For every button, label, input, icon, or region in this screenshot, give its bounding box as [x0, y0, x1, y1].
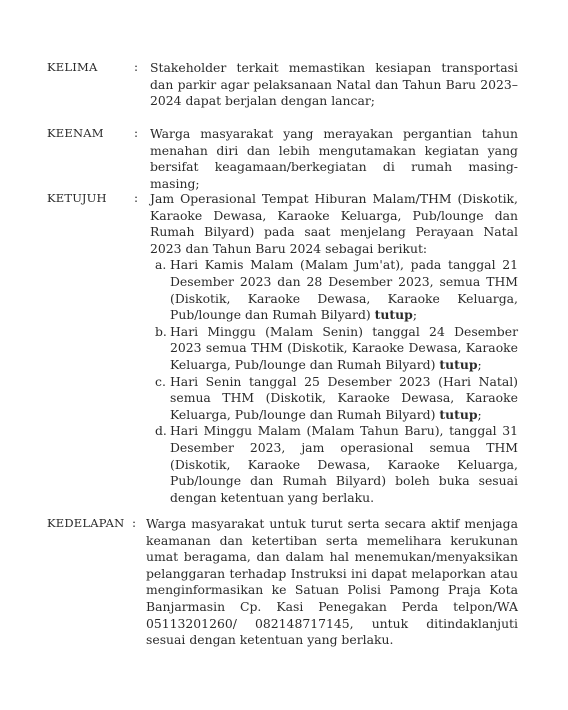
list-item: [150, 423, 518, 506]
item-list: [150, 257, 518, 506]
item-text: Hari Minggu Malam (Malam Tahun Baru), tanggal 31 Desember 2023, jam operasional semua THM (Diskotik, Karaoke Dewasa, Karaoke Keluarga, Pub/lounge dan Rumah Bilyard) boleh buka sesuai dengan ketentuan yang berlaku.: [170, 423, 518, 505]
list-item: [150, 257, 518, 323]
section-text: Warga masyarakat yang merayakan pergantian tahun menahan diri dan lebih mengutamakan kegiatan yang bersifat keagamaan/berkegiatan di rumah masing-masing;: [150, 126, 518, 191]
item-end: ;: [477, 406, 482, 422]
item-text: Hari Senin tanggal 25 Desember 2023 (Hari Natal) semua THM (Diskotik, Karaoke Dewasa, Karaoke Keluarga, Pub/lounge dan Rumah Bilyard): [170, 373, 518, 422]
section-colon: :: [134, 60, 139, 74]
section-text: [150, 191, 518, 506]
section-text: Warga masyarakat untuk turut serta secara aktif menjaga keamanan dan ketertiban serta memelihara kerukunan umat beragama, dan dalam hal menemukan/menyaksikan pelanggaran terhadap Instruksi ini dapat melaporkan atau menginformasikan ke Satuan Polisi Pamong Praja Kota Banjarmasin Cp. Kasi Penegakan Perda telpon/WA 05113201260/ 082148717145, untuk ditindaklanjuti sesuai dengan ketentuan yang berlaku.: [146, 516, 518, 648]
item-text: Hari Minggu (Malam Senin) tanggal 24 Desember 2023 semua THM (Diskotik, Karaoke Dewasa, Karaoke Keluarga, Pub/lounge dan Rumah Bilyard): [170, 323, 518, 372]
item-end: ;: [412, 307, 417, 323]
item-status-bold: tutup: [374, 307, 413, 323]
item-marker: c.: [155, 373, 166, 389]
item-marker: b.: [155, 323, 167, 339]
item-marker: a.: [155, 257, 167, 273]
item-marker: d.: [155, 423, 167, 439]
list-item: [150, 374, 518, 424]
item-status-bold: tutup: [439, 356, 478, 372]
section-label: KETUJUH: [47, 191, 107, 205]
section-intro: Jam Operasional Tempat Hiburan Malam/THM (Diskotik, Karaoke Dewasa, Karaoke Keluarga, Pub/lounge dan Rumah Bilyard) pada saat menjelang Perayaan Natal 2023 dan Tahun Baru 2024 sebagai berikut:: [150, 191, 518, 256]
section-text: Stakeholder terkait memastikan kesiapan transportasi dan parkir agar pelaksanaan Natal dan Tahun Baru 2023–2024 dapat berjalan dengan lancar;: [150, 60, 518, 109]
item-status-bold: tutup: [439, 406, 478, 422]
section-colon: :: [134, 191, 139, 205]
section-label: KEENAM: [47, 126, 104, 140]
section-colon: :: [134, 126, 139, 140]
section-label: KEDELAPAN: [47, 516, 125, 530]
item-text: Hari Kamis Malam (Malam Jum'at), pada tanggal 21 Desember 2023 dan 28 Desember 2023, semua THM (Diskotik, Karaoke Dewasa, Karaoke Keluarga, Pub/lounge dan Rumah Bilyard): [170, 257, 518, 323]
item-end: ;: [477, 356, 482, 372]
list-item: [150, 324, 518, 374]
section-label: KELIMA: [47, 60, 98, 74]
section-colon: :: [132, 516, 137, 530]
